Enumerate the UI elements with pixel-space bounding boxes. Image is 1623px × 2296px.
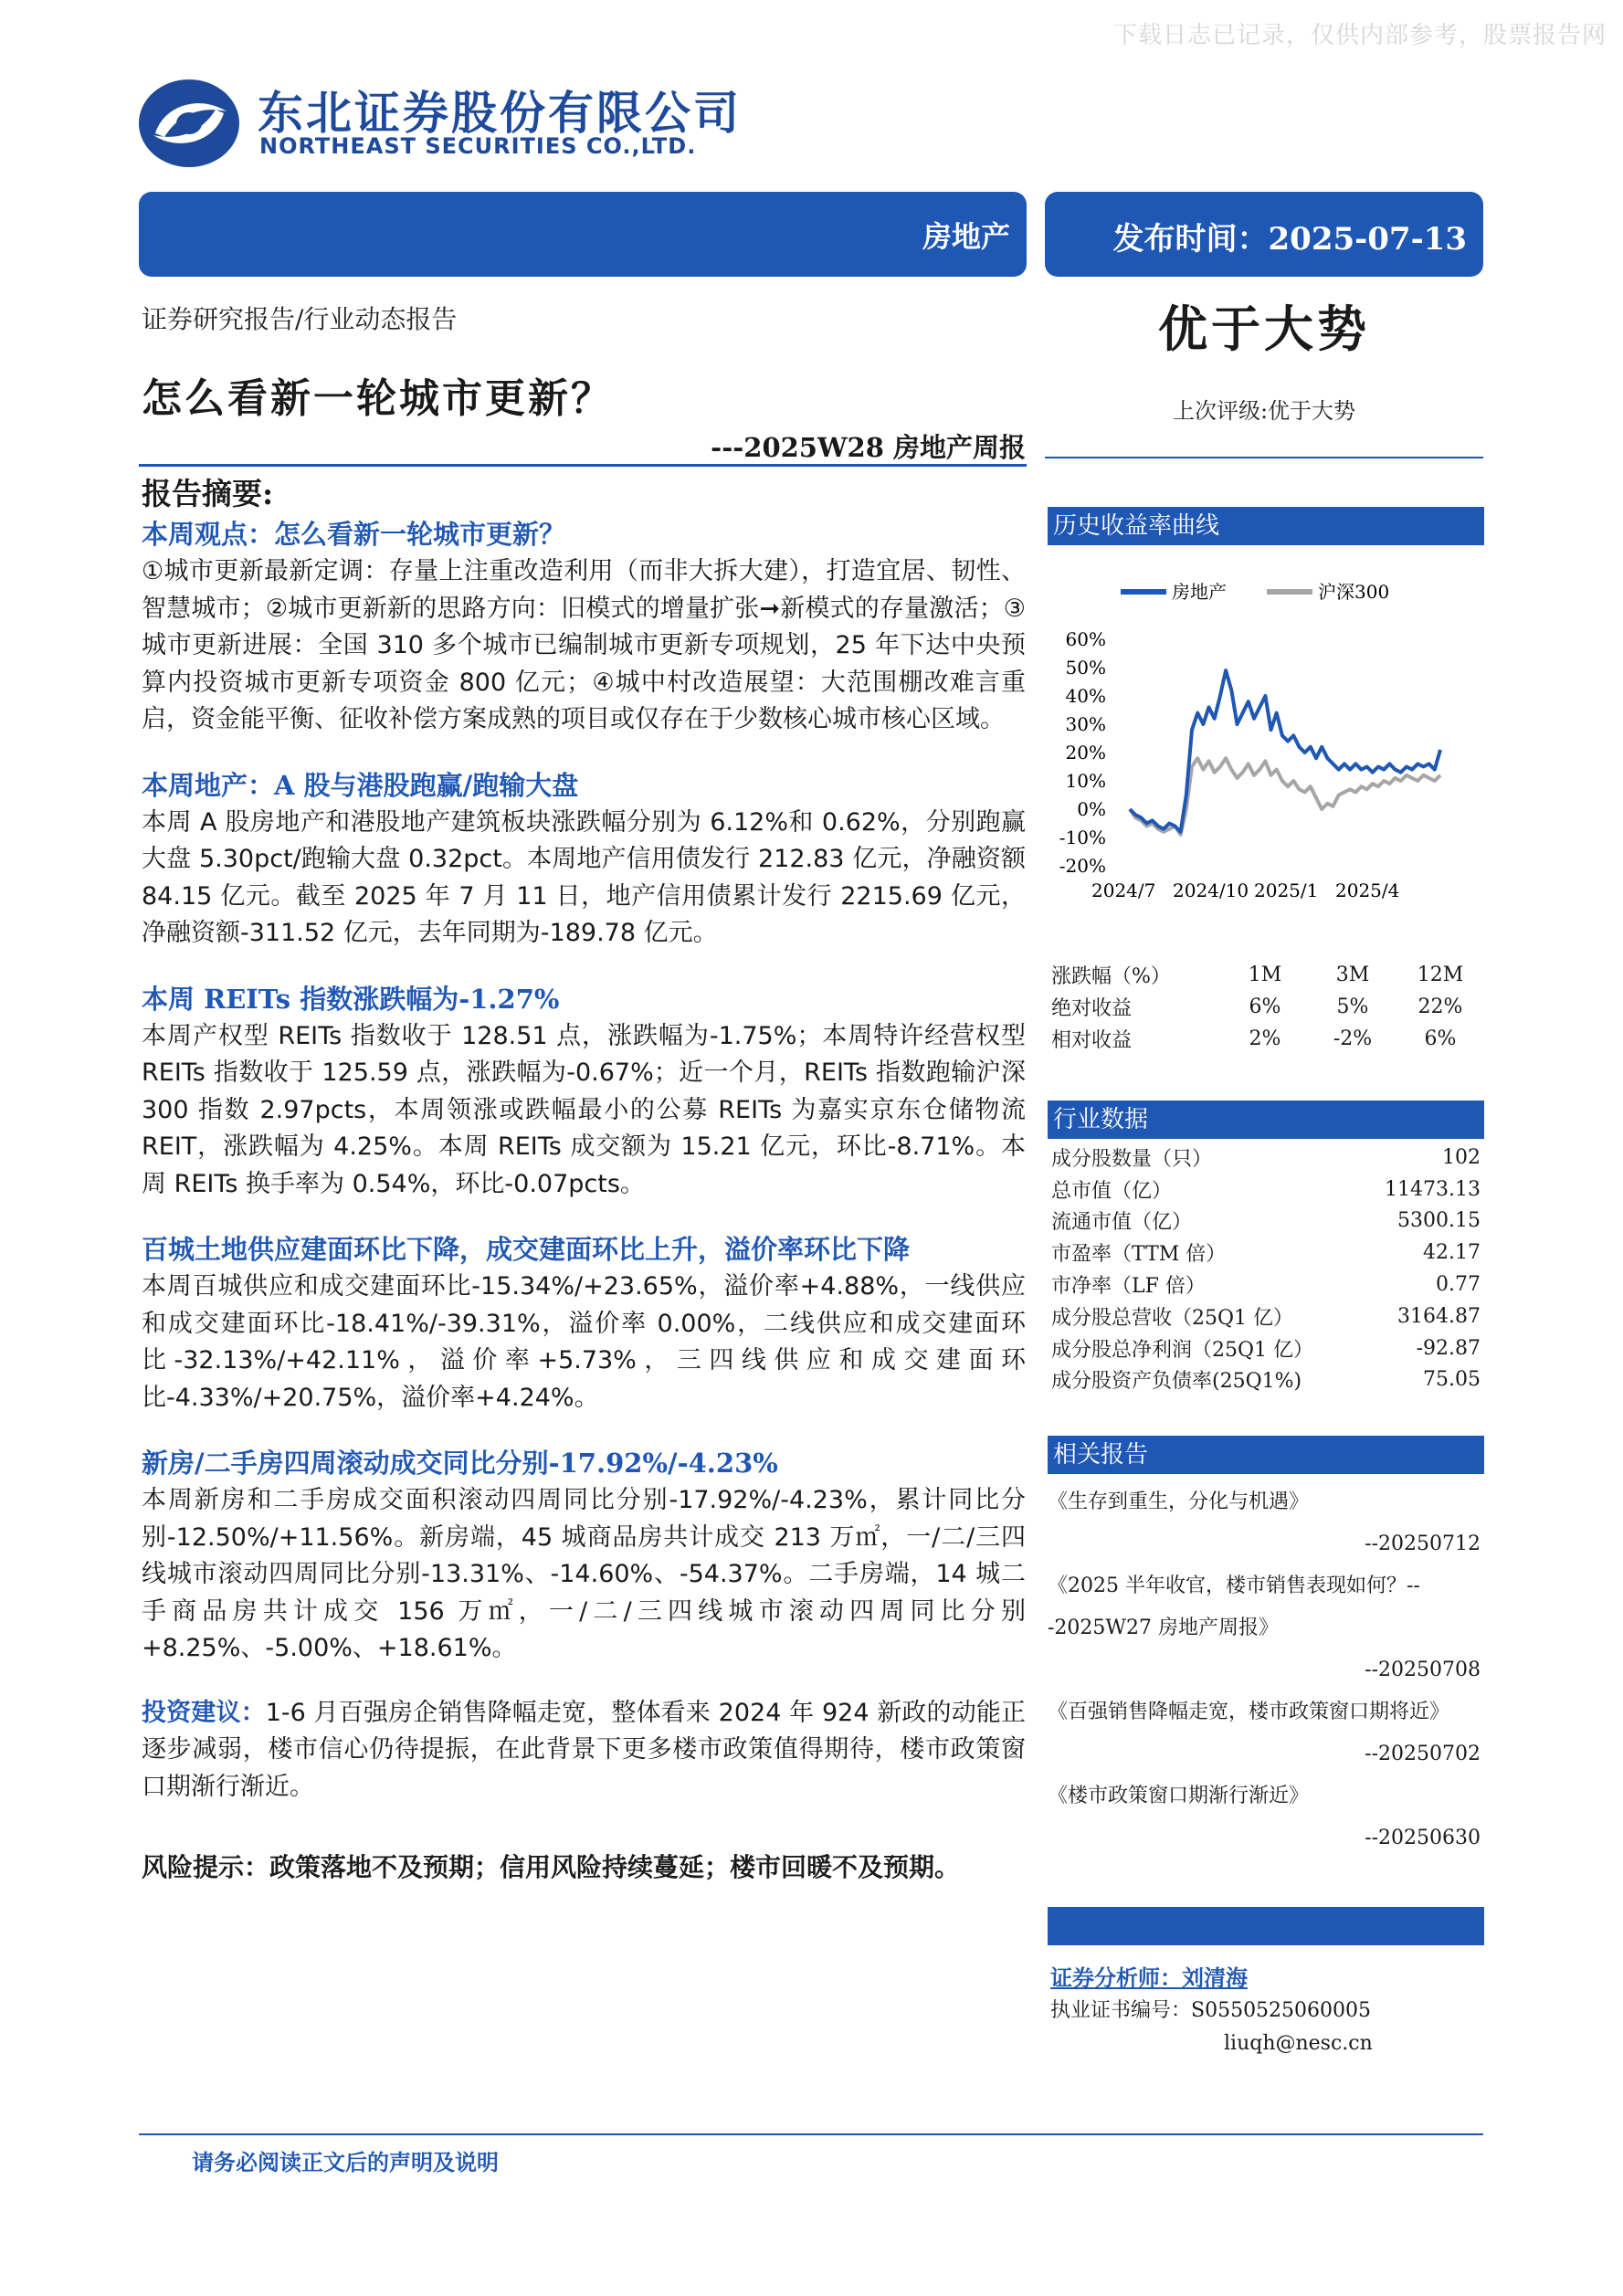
table-row	[1048, 1269, 1484, 1301]
table-row	[1048, 1142, 1484, 1174]
list-item[interactable]	[1048, 1691, 1484, 1775]
table-cell: 涨跌幅（%）	[1051, 965, 1171, 988]
section-body: 本周产权型 REITs 指数收于 128.51 点，涨跌幅为-1.75%；本周特许经营权型 REITs 指数收于 125.59 点，涨跌幅为-0.67%；近一个月，REITs 指数跑输沪深 300 指数 2.97pcts，本周领涨或跌幅最小的公募 REITs 为嘉实京东仓储物流 REIT，涨跌幅为 4.25%。本周 REITs 成交额为 15.21 亿元，环比-8.71%。本周 REITs 换手率为 0.54%，环比-0.07pcts。	[142, 1021, 1026, 1198]
analyst-info	[1050, 1962, 1487, 2060]
investment-body: 1-6 月百强房企销售降幅走宽，整体看来 2024 年 924 新政的动能正逐步减弱，楼市信心仍待提振，在此背景下更多楼市政策值得期待，楼市政策窗口期渐行渐近。	[142, 1698, 1027, 1801]
section-title: 新房/二手房四周滚动成交同比分别-17.92%/-4.23%	[142, 1448, 778, 1479]
y-tick-label: 50%	[1065, 657, 1106, 679]
table-value: 75.05	[1423, 1368, 1481, 1392]
table-label: 市盈率（TTM 倍）	[1051, 1243, 1227, 1267]
table-value: 11473.13	[1385, 1177, 1481, 1201]
y-tick-label: 60%	[1065, 628, 1106, 650]
footer-divider	[139, 2133, 1483, 2135]
report-title: 《百强销售降幅走宽，楼市政策窗口期将近》	[1048, 1701, 1450, 1723]
x-tick-label: 2024/7	[1091, 879, 1156, 901]
y-tick-label: -20%	[1059, 855, 1106, 877]
y-tick-label: 0%	[1077, 798, 1106, 820]
industry-data-table	[1048, 1142, 1484, 1396]
publish-date: 发布时间：2025-07-13	[1112, 221, 1467, 258]
section-title: 百城土地供应建面环比下降，成交建面环比上升，溢价率环比下降	[142, 1234, 911, 1265]
section-body: ①城市更新最新定调：存量上注重改造利用（而非大拆大建），打造宜居、韧性、智慧城市；②城市更新新的思路方向：旧模式的增量扩张➞新模式的存量激活；③城市更新进展：全国 310 多个城市已编制城市更新专项规划，25 年下达中央预算内投资城市更新专项资金 800 亿元；④城中村改造展望：大范围棚改难言重启，资金能平衡、征收补偿方案成熟的项目或仅存在于少数核心城市核心区域。	[142, 557, 1026, 733]
doc-type: 证券研究报告/行业动态报告	[142, 304, 458, 334]
page-title: 怎么看新一轮城市更新？	[142, 375, 614, 422]
report-title: 《生存到重生，分化与机遇》	[1048, 1490, 1310, 1513]
investment-advice	[142, 1695, 1026, 1806]
table-cell: 5%	[1336, 995, 1369, 1018]
chart-box-title: 历史收益率曲线	[1048, 507, 1484, 545]
analyst-email[interactable]: liuqh@nesc.cn	[1224, 2032, 1373, 2055]
table-row	[1048, 1301, 1484, 1332]
y-tick-label: 40%	[1065, 685, 1106, 707]
table-label: 市净率（LF 倍）	[1051, 1275, 1206, 1299]
table-row	[1048, 1364, 1484, 1396]
x-axis	[1091, 879, 1399, 901]
publish-banner	[1045, 192, 1483, 277]
table-row	[1048, 1237, 1484, 1269]
y-tick-label: 10%	[1065, 770, 1106, 792]
table-cell: 6%	[1424, 1027, 1457, 1050]
table-label: 成分股总净利润（25Q1 亿）	[1051, 1338, 1314, 1362]
table-cell: 绝对收益	[1051, 997, 1133, 1020]
section-body: 本周百城供应和成交建面环比-15.34%/+23.65%，溢价率+4.88%，一线供应和成交建面环比-18.41%/-39.31%，溢价率 0.00%，二线供应和成交建面环比-32.13%/+42.11%，溢价率+5.73%，三四线供应和成交建面环比-4.33%/+20.75%，溢价率+4.24%。	[142, 1272, 1026, 1412]
table-label: 成分股资产负债率(25Q1%)	[1051, 1370, 1302, 1394]
report-title: 《楼市政策窗口期渐行渐近》	[1048, 1785, 1310, 1807]
investment-label: 投资建议：	[142, 1698, 266, 1727]
chart-lines	[1130, 670, 1440, 835]
table-cell: 相对收益	[1051, 1029, 1133, 1052]
analyst-cert: 执业证书编号：S0550525060005	[1050, 1999, 1372, 2022]
logo-icon	[137, 77, 242, 170]
section-body: 本周新房和二手房成交面积滚动四周同比分别-17.92%/-4.23%，累计同比分别-12.50%/+11.56%。新房端，45 城商品房共计成交 213 万㎡，一/二/三四线城市滚动四周同比分别-13.31%、-14.60%、-54.37%。二手房端，14 城二手商品房共计成交 156 万㎡，一/二/三四线城市滚动四周同比分别+8.25%、-5.00%、+18.61%。	[142, 1486, 1026, 1662]
table-value: -92.87	[1416, 1336, 1481, 1360]
report-date: --20250708	[1365, 1659, 1481, 1681]
x-tick-label: 2025/4	[1335, 879, 1400, 901]
table-value: 102	[1442, 1145, 1481, 1169]
series-line-realestate	[1130, 670, 1440, 832]
industry-banner	[139, 192, 1027, 277]
report-title: 《2025 半年收官，楼市销售表现如何？---2025W27 房地产周报》	[1048, 1575, 1420, 1639]
section-body: 本周 A 股房地产和港股地产建筑板块涨跌幅分别为 6.12%和 0.62%，分别跑赢大盘 5.30pct/跑输大盘 0.32pct。本周地产信用债发行 212.83 亿元，净融资额 84.15 亿元。截至 2025 年 7 月 11 日，地产信用债累计发行 2215.69 亿元，净融资额-311.52 亿元，去年同期为-189.78 亿元。	[142, 807, 1026, 947]
table-cell: 22%	[1417, 995, 1463, 1018]
table-row	[1048, 1174, 1484, 1206]
risk-warning: 风险提示：政策落地不及预期；信用风险持续蔓延；楼市回暖不及预期。	[142, 1852, 961, 1882]
table-header	[1048, 959, 1484, 991]
section-title: 本周观点：怎么看新一轮城市更新？	[142, 519, 566, 550]
legend-label-hs300: 沪深300	[1318, 581, 1390, 603]
table-value: 42.17	[1423, 1241, 1481, 1265]
footer-disclaimer: 请务必阅读正文后的声明及说明	[192, 2149, 499, 2175]
y-axis	[1059, 628, 1106, 877]
abstract-column	[142, 466, 1026, 1888]
list-item[interactable]	[1048, 1481, 1484, 1565]
page-subtitle: ---2025W28 房地产周报	[711, 432, 1026, 463]
watermark: 下载日志已记录，仅供内部参考，股票报告网	[1112, 22, 1607, 49]
section-title: 本周地产：A 股与港股跑赢/跑输大盘	[142, 769, 579, 801]
table-cell: 2%	[1249, 1027, 1281, 1050]
table-cell: 12M	[1417, 964, 1464, 986]
table-row	[1048, 1023, 1484, 1055]
related-reports	[1048, 1481, 1484, 1859]
table-cell: 1M	[1248, 964, 1282, 986]
table-row	[1048, 1206, 1484, 1238]
abstract-heading: 报告摘要:	[142, 476, 274, 511]
legend-label-realestate: 房地产	[1172, 581, 1227, 603]
x-tick-label: 2024/10	[1173, 879, 1249, 901]
industry-box-title: 行业数据	[1048, 1101, 1484, 1139]
table-cell: -2%	[1333, 1027, 1373, 1050]
performance-table	[1048, 959, 1484, 1055]
table-cell: 6%	[1249, 995, 1281, 1018]
industry-label: 房地产	[922, 219, 1010, 254]
y-tick-label: -10%	[1059, 827, 1106, 848]
table-value: 0.77	[1436, 1273, 1481, 1297]
report-date: --20250702	[1365, 1743, 1481, 1765]
report-date: --20250630	[1365, 1827, 1481, 1849]
return-chart	[1048, 566, 1484, 913]
company-logo	[137, 71, 740, 172]
table-value: 3164.87	[1397, 1304, 1481, 1328]
related-box-title: 相关报告	[1048, 1436, 1484, 1474]
table-value: 5300.15	[1397, 1209, 1481, 1233]
table-row	[1048, 991, 1484, 1023]
analyst-banner	[1048, 1907, 1484, 1945]
report-date: --20250712	[1365, 1532, 1481, 1555]
chart-legend	[1121, 581, 1389, 603]
table-label: 成分股数量（只）	[1051, 1147, 1213, 1171]
rating: 优于大势	[1158, 300, 1370, 358]
table-label: 成分股总营收（25Q1 亿）	[1051, 1306, 1294, 1330]
divider	[1045, 457, 1483, 458]
y-tick-label: 30%	[1065, 713, 1106, 735]
logo-text-cn: 东北证券股份有限公司	[258, 87, 742, 140]
analyst-name[interactable]: 证券分析师：刘清海	[1050, 1964, 1248, 1991]
y-tick-label: 20%	[1065, 742, 1106, 764]
logo-text-en: NORTHEAST SECURITIES CO.,LTD.	[259, 133, 697, 159]
table-cell: 3M	[1335, 964, 1370, 986]
previous-rating: 上次评级:优于大势	[1172, 398, 1356, 424]
list-item[interactable]	[1048, 1565, 1484, 1691]
table-label: 总市值（亿）	[1051, 1179, 1173, 1203]
table-row	[1048, 1332, 1484, 1364]
x-tick-label: 2025/1	[1254, 879, 1319, 901]
table-label: 流通市值（亿）	[1051, 1211, 1193, 1235]
section-title: 本周 REITs 指数涨跌幅为-1.27%	[142, 983, 560, 1015]
list-item[interactable]	[1048, 1775, 1484, 1859]
